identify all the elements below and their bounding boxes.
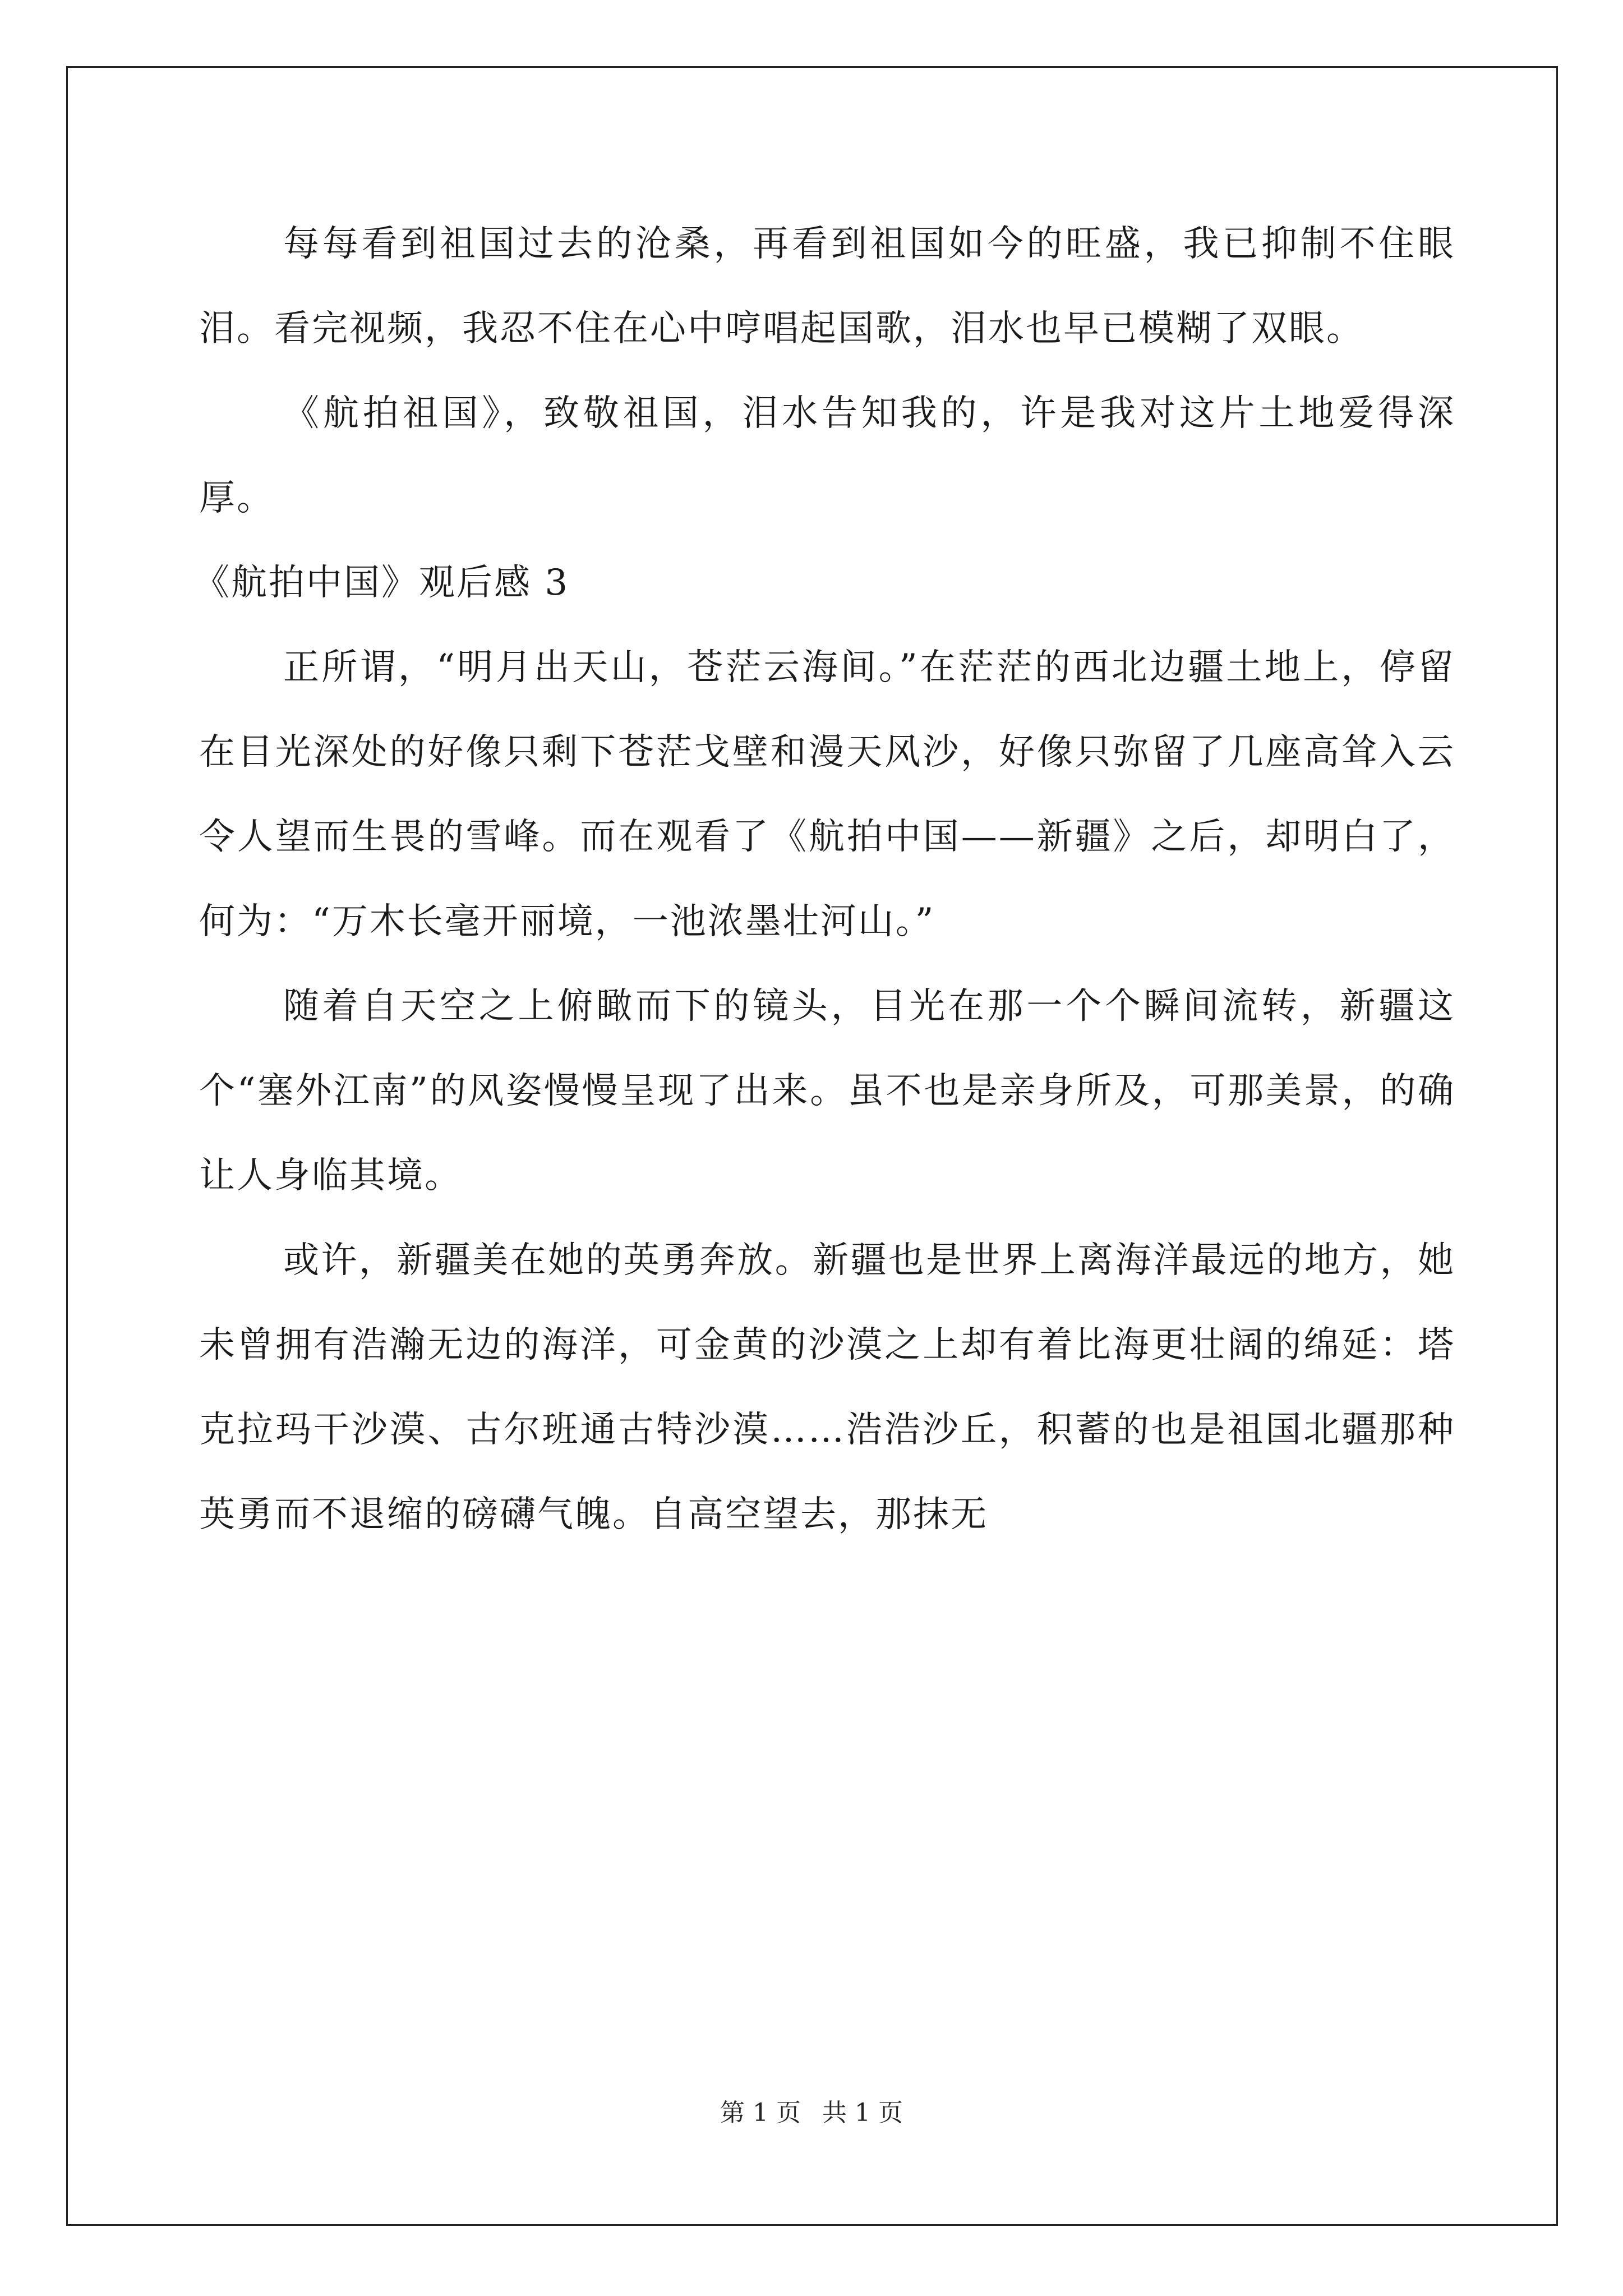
- paragraph: 或许，新疆美在她的英勇奔放。新疆也是世界上离海洋最远的地方，她未曾拥有浩瀚无边的海洋，可金黄的沙漠之上却有着比海更壮阔的绵延：塔克拉玛干沙漠、古尔班通古特沙漠……浩浩沙丘，积蓄的也是祖国北疆那种英勇而不退缩的磅礴气魄。自高空望去，那抹无: [199, 1240, 1455, 1535]
- paragraph: 随着自天空之上俯瞰而下的镜头，目光在那一个个瞬间流转，新疆这个“塞外江南”的风姿慢慢呈现了出来。虽不也是亲身所及，可那美景，的确让人身临其境。: [199, 986, 1455, 1197]
- page-number: 第 1 页: [720, 2099, 801, 2127]
- page-footer: [0, 2092, 1623, 2128]
- page-total: 共 1 页: [822, 2099, 903, 2127]
- document-body: [193, 202, 1455, 1557]
- section-heading: 《航拍中国》观后感 3: [193, 562, 570, 604]
- paragraph: 正所谓，“明月出天山，苍茫云海间。”在茫茫的西北边疆土地上，停留在目光深处的好像只剩下苍茫戈壁和漫天风沙，好像只弥留了几座高耸入云令人望而生畏的雪峰。而在观看了《航拍中国——新疆》之后，却明白了，何为：“万木长毫开丽境，一池浓墨壮河山。”: [199, 647, 1455, 942]
- paragraph: 《航拍祖国》，致敬祖国，泪水告知我的，许是我对这片土地爱得深厚。: [199, 393, 1455, 519]
- paragraph: 每每看到祖国过去的沧桑，再看到祖国如今的旺盛，我已抑制不住眼泪。看完视频，我忍不住在心中哼唱起国歌，泪水也早已模糊了双眼。: [199, 223, 1455, 349]
